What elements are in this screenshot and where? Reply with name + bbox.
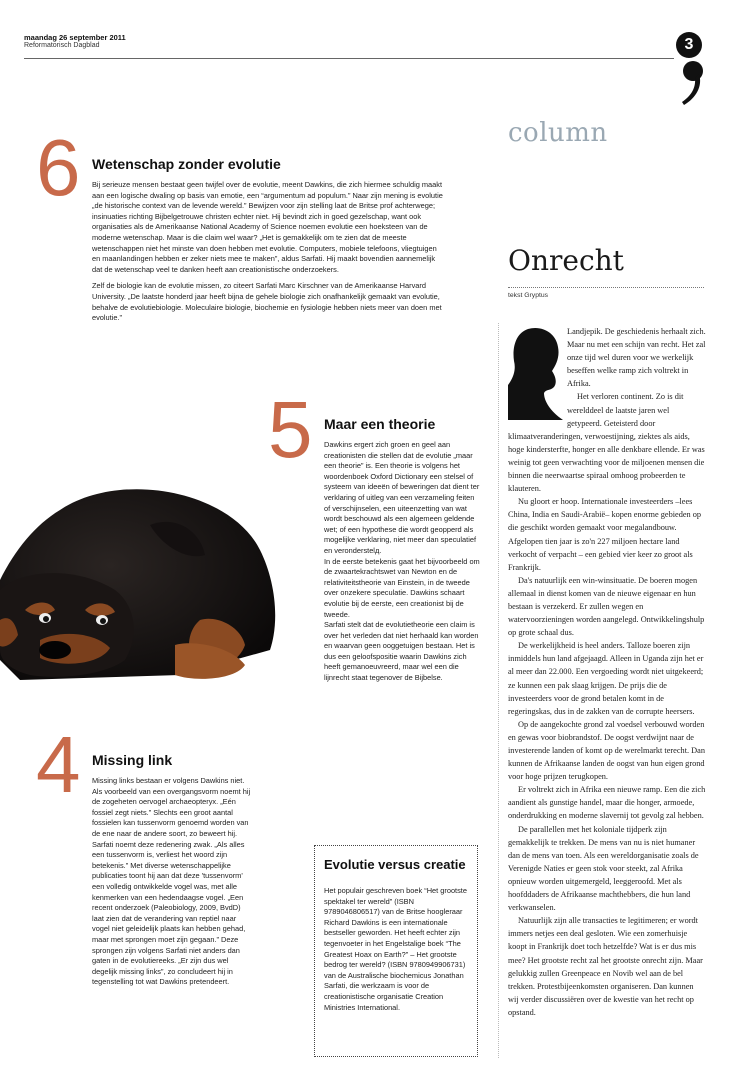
- section-title-6: Wetenschap zonder evolutie: [92, 156, 281, 172]
- rottweiler-photo: [0, 470, 290, 695]
- info-box-text: Het populair geschreven boek “Het grootste spektakel ter wereld” (ISBN 9789046806517) van de Britse hoogleraar Richard Dawkins is een internationale bestseller geworden. Het heeft echter zijn tegenvoeter in het Engelstalige boek “The Greatest Hoax on Earth?” – Het grootste bedrog ter wereld? (ISBN 9780949906731) van de Australische biochemicus Jonathan Sarfati, die werkzaam is voor de creationistische organisatie Creation Ministries International.: [324, 886, 467, 1012]
- paragraph: In de eerste betekenis gaat het bijvoorbeeld om de zwaartekrachtswet van Newton en de relativiteitstheorie van Einstein, in de tweede over onzekere speculatie. Dawkins schaart evolutie bij de eerste, een creationist bij de tweede.: [324, 556, 480, 619]
- section-number-5: 5: [268, 385, 313, 474]
- section-body-6: [92, 180, 444, 324]
- header-rule: [24, 58, 674, 59]
- paragraph: Bij serieuze mensen bestaat geen twijfel over de evolutie, meent Dawkins, die zich hiermee schuldig maakt aan een logische dwaling op basis van emotie, een “argumentum ad populum.” Naar zijn mening is evolutie „de historische context van de levende wereld.” Bewijzen voor zijn stelling laat de Britse prof achterwege; insinuaties richting Bijbelgetrouwe christen echter niet. Hij bevindt zich in goed gezelschap, want ook organisaties als de Amerikaanse National Academy of Science noemen evolutie een hoeksteen van de moderne wetenschap. Maar is die claim wel waar? „Het is gemakkelijk om te zien dat de meeste wetenschappen niet het minste van doen hebben met evolutie. Computers, mobiele telefoons, vliegtuigen en maanlandingen hebben er zeker niets mee te maken”, aldus Sarfati. Hij maakt bovendien aannemelijk dat de wetenschap veel te danken heeft aan creationistische onderzoekers.: [92, 180, 443, 274]
- section-body-4: [92, 776, 252, 988]
- column-paragraph: De werkelijkheid is heel anders. Talloze boeren zijn inmiddels hun land afgejaagd. Alleen in Uganda zijn het er al meer dan 22.000. Een vergoeding wordt niet uitgekeerd; ze kunnen een pak slaag krijgen. De prijs die de investeerders voor de grond betalen komt in de regeringskas, dus in de zakken van de corrupte heersers.: [508, 641, 704, 716]
- column-body: [508, 325, 706, 1019]
- column-paragraph: Landjepik. De geschiedenis herhaalt zich. Maar nu met een schijn van recht. Het zal onze tijd wel duren voor we werkelijk beseffen welke ramp zich voltrekt in Afrika.: [567, 327, 706, 389]
- header-paper-name: Reformatorisch Dagblad: [24, 42, 100, 49]
- column-paragraph: Op de aangekochte grond zal voedsel verbouwd worden en gewas voor biobrandstof. De oogst verdwijnt naar de investerende landen of komt op de werelmarkt terecht. Dan kunnen de Afrikaanse landen de oogst van hun eigen grond voor hoge prijzen terugkopen.: [508, 719, 705, 782]
- column-paragraph: De parallellen met het koloniale tijdperk zijn gemakkelijk te trekken. De mens van nu is niet humaner dan de mens van toen. Als een wereldorganisatie zoals de Verenigde Naties er geen stok voor steekt, zal Afrika opnieuw worden uitgemergeld, leeggeroofd. Met als hoofddaders de Afrikaanse machthebbers, die hun land verkwanselen.: [508, 824, 699, 913]
- paragraph: Zelf de biologie kan de evolutie missen, zo citeert Sarfati Marc Kirschner van de Amerikaanse Harvard University. „De laatste honderd jaar heeft bijna de gehele biologie zich onafhankelijk gemaakt van evolutie, behalve de evolutiebiologie. Moleculaire biologie, biochemie en fysiologie hebben niets meer van doen met evolutie.”: [92, 281, 442, 323]
- column-paragraph: Da's natuurlijk een win-winsituatie. De boeren mogen allemaal in dienst komen van de nieuwe eigenaar en hun bestaan is verzekerd. Er zullen wegen en watervoorzieningen worden aangelegd. Ontwikkelingshulp op grote schaal dus.: [508, 575, 705, 638]
- header-date: maandag 26 september 2011: [24, 33, 126, 42]
- page-number-badge: 3: [676, 32, 702, 58]
- section-body-5: [324, 440, 482, 684]
- column-byline: tekst Gryptus: [508, 292, 549, 299]
- column-paragraph: Er voltrekt zich in Afrika een nieuwe ramp. Een die zich aandient als gunstige handel, maar die honger, armoede, onderdrukking en moderne slavernij tot gevolg zal hebben.: [508, 785, 706, 821]
- column-paragraph: Natuurlijk zijn alle transacties te legitimeren; er wordt immers netjes een deal gesloten. Wie een zomerhuisje koopt in Frankrijk doet toch hetzelfde? Wat is er dus mis mee? Het grootste recht zal het grootste onrecht zijn. Maar gelukkig zullen Greenpeace en Novib wel aan de bel trekken. Protestbijeenkomsten organiseren. Dan kunnen wij verder discussiëren over de kwestie van het recht op opstand.: [508, 916, 703, 1017]
- comma-icon: [678, 58, 704, 106]
- section-title-5: Maar een theorie: [324, 416, 436, 432]
- paragraph: Dawkins ergert zich groen en geel aan creationisten die stellen dat de evolutie „maar een theorie” is. Een theorie is volgens het woordenboek Oxford Dictionary een stelsel of systeem van ideeën of beweringen dat dient ter verklaring of uitleg van een verzameling feiten of verschijnselen, een uiteenzetting van wat wordt beschouwd als een algemeen geldende wet; of een hypothese die wordt geopperd als mogelijke verklaring, niet meer dan speculatief en veronderstelд.: [324, 440, 480, 555]
- section-number-6: 6: [36, 123, 81, 212]
- info-box: [314, 845, 478, 1057]
- column-paragraph: Nu gloort er hoop. Internationale investeerders –lees China, India en Saudi-Arabië– kopen enorme gebieden op die geschikt worden gemaakt voor megalandbouw. Afgelopen tien jaar is zo'n 227 miljoen hectare land verkocht of verpacht – een gebied vier keer zo groot als Frankrijk.: [508, 497, 702, 572]
- section-number-4: 4: [36, 720, 81, 809]
- paragraph: Missing links bestaan er volgens Dawkins niet. Als voorbeeld van een overgangsvorm noemt hij de zogeheten oervogel archaeopteryx. „Eén fossiel zegt niets.” Slechts een groot aantal fossielen kan tussenvorm genoemd worden van de ene naar de andere soort, zo beweert hij.: [92, 776, 251, 838]
- column-title-rule: [508, 287, 704, 288]
- paragraph: Sarfati stelt dat de evolutietheorie een claim is over het verleden dat niet herhaald kan worden en waarvan geen ooggetuigen bestaan. Het is dus een geloofspositie waarin Dawkins zich heeft gemanoeuvreerd, maar wel een die lijnrecht staat tegenover de Bijbelse.: [324, 620, 479, 683]
- author-silhouette-icon: [508, 325, 563, 420]
- paragraph: Sarfati noemt deze redenering zwak. „Als alles een tussenvorm is, verliest het woord zijn betekenis.” Met diverse wetenschappelijke publicaties toont hij aan dat deze 'tussenvorm' een volledig ontwikkelde vogel was, met alle kenmerken van een hedendaagse vogel. „Een recent onderzoek (Paleobiology, 2009, BvdD) laat zien dat de verandering van reptiel naar vogel niet geleidelijk plaats kan hebben gehad, maar met sprongen moet zijn gegaan.” Deze sprongen zijn volgens Sarfati niet anders dan gaten in de evolutiereeks. „Er zijn dus wel degelijk missing links”, zo concludeert hij in tegenstelling tot wat Dawkins pretendeert.: [92, 839, 246, 987]
- section-title-4: Missing link: [92, 752, 173, 768]
- column-paragraph: Het verloren continent. Zo is dit werelddeel de laatste jaren wel getypeerd. Geteisterd door klimaatveranderingen, verwoestijning, ziektes als aids, hoge kindersterfte, honger en alle denkbare ellende. Er was weinig tot geen verwachting voor de miljoenen mensen die binnen die neerwaartse spiraal omhoog probeerden te klauteren.: [508, 392, 705, 494]
- column-divider: [498, 323, 499, 1058]
- column-title: Onrecht: [508, 244, 624, 277]
- column-label: column: [508, 118, 608, 148]
- info-box-title: Evolutie versus creatie: [324, 857, 466, 872]
